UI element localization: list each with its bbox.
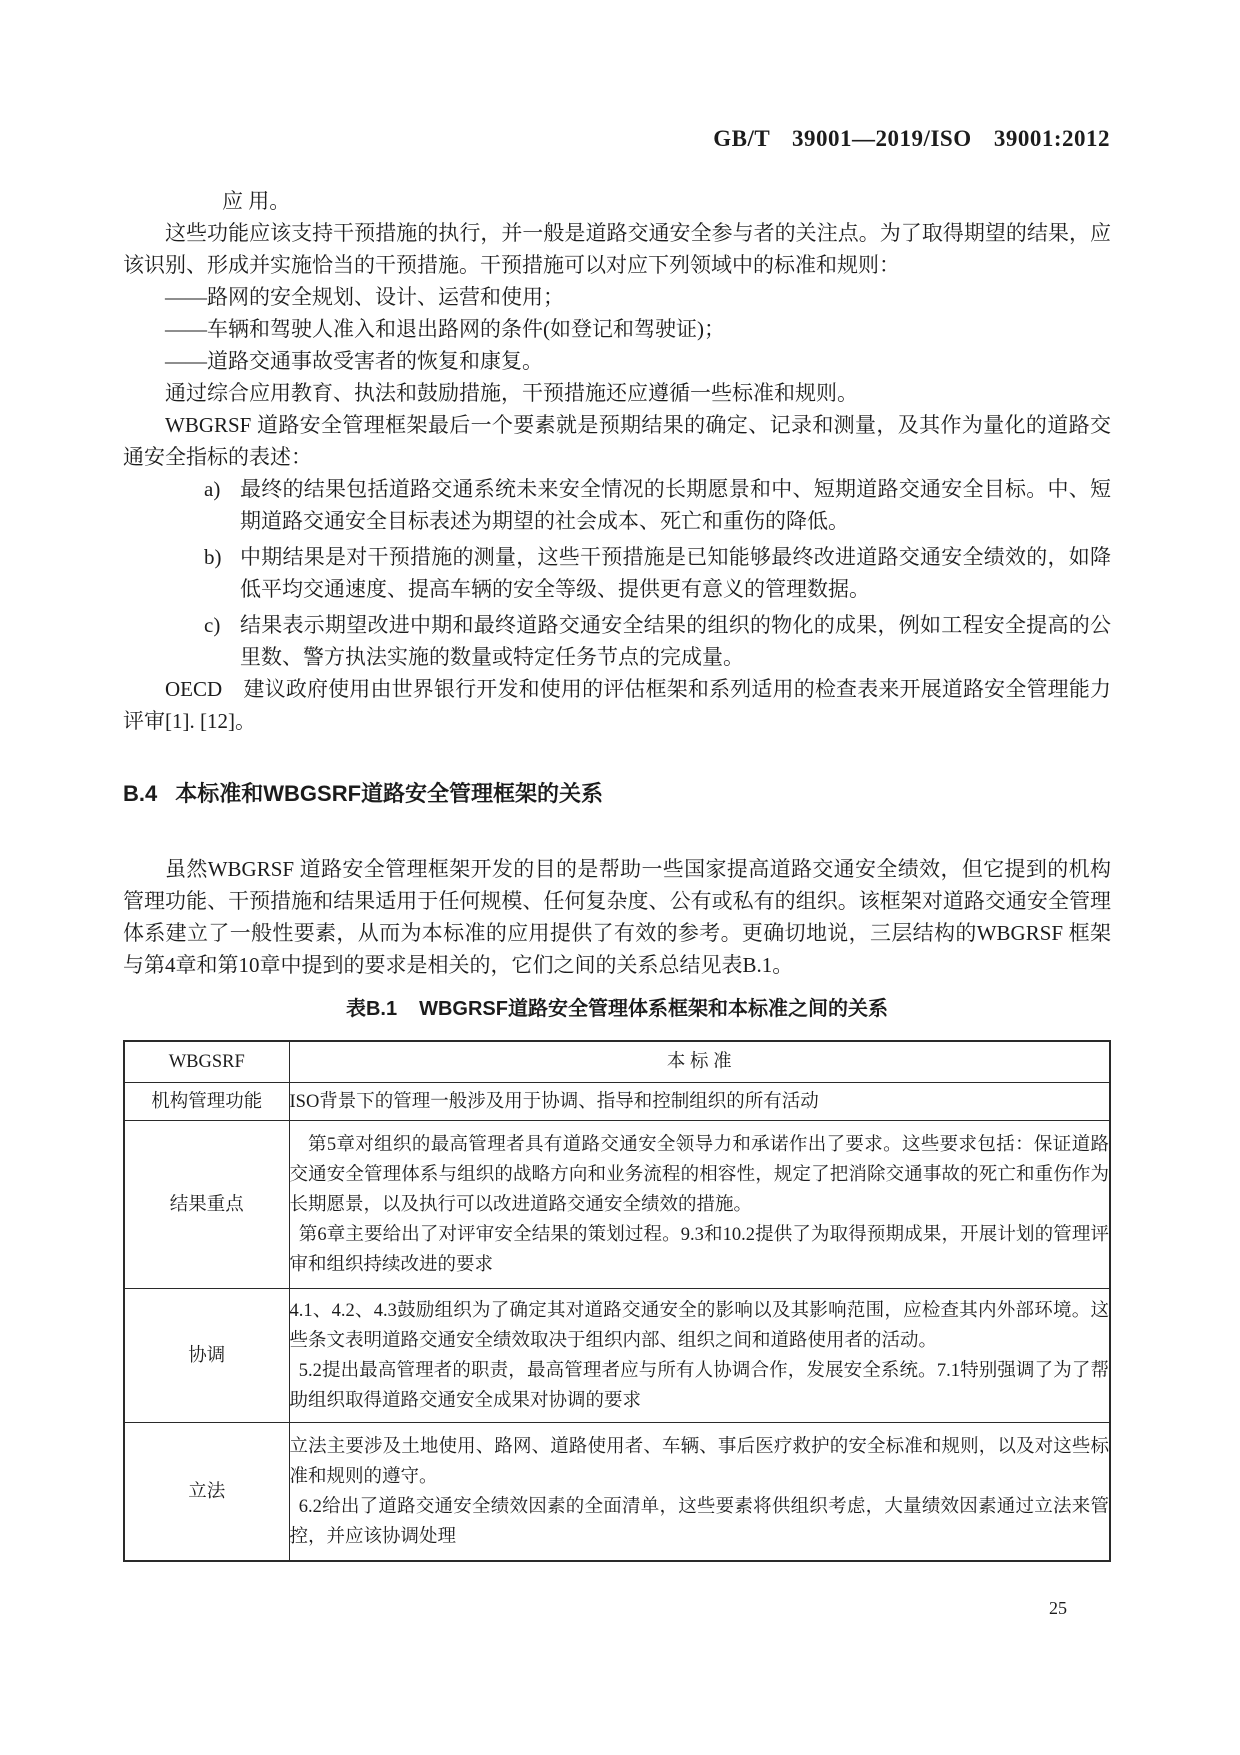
cell-paragraph: 6.2给出了道路交通安全绩效因素的全面清单，这些要素将供组织考虑，大量绩效因素通过立法来管控，并应该协调处理 [289, 1496, 1109, 1547]
list-item-a-text: 最终的结果包括道路交通系统未来安全情况的长期愿景和中、短期道路交通安全目标。中、短期道路交通安全目标表述为期望的社会成本、死亡和重伤的降低。 [240, 477, 1111, 533]
table-b1 [123, 1040, 1111, 1562]
dash-item-victims-recovery: ——道路交通事故受害者的恢复和康复。 [165, 349, 543, 373]
table-row [124, 1289, 1110, 1423]
page-content [123, 185, 1111, 1562]
table-caption-title: WBGRSF道路安全管理体系框架和本标准之间的关系 [419, 998, 888, 1020]
row-content-legislation [289, 1423, 1110, 1562]
table-caption-label: 表B.1 [345, 998, 398, 1020]
row-label-management-functions: 机构管理功能 [124, 1083, 289, 1121]
section-title: 本标准和WBGSRF道路安全管理框架的关系 [175, 781, 604, 806]
list-item-a-label: a) [204, 477, 221, 501]
dash-item-vehicles-drivers: ——车辆和驾驶人准入和退出路网的条件(如登记和驾驶证)； [165, 317, 725, 341]
table-caption [123, 997, 1111, 1022]
paragraph-education: 通过综合应用教育、执法和鼓励措施，干预措施还应遵循一些标准和规则。 [165, 381, 858, 405]
row-label-legislation: 立法 [124, 1423, 289, 1562]
section-number: B.4 [123, 781, 158, 806]
paragraph-wbgrsf-elements: WBGRSF 道路安全管理框架最后一个要素就是预期结果的确定、记录和测量，及其作为量化的道路交通安全指标的表述： [123, 413, 1111, 469]
cell-paragraph: 第6章主要给出了对评审安全结果的策划过程。9.3和10.2提供了为取得预期成果，开展计划的管理评审和组织持续改进的要求 [289, 1224, 1109, 1275]
row-content-results-focus [289, 1121, 1110, 1289]
paragraph-oecd: OECD 建议政府使用由世界银行开发和使用的评估框架和系列适用的检查表来开展道路安全管理能力评审[1]. [12]。 [123, 677, 1111, 733]
result-list [123, 473, 1111, 673]
table-row [124, 1121, 1110, 1289]
page-number: 25 [1049, 1598, 1067, 1618]
row-content-management-functions [289, 1083, 1110, 1121]
table-row [124, 1083, 1110, 1121]
section-heading-b4 [123, 779, 1111, 809]
paragraph-b4-body: 虽然WBGRSF 道路安全管理框架开发的目的是帮助一些国家提高道路交通安全绩效，但它提到的机构管理功能、干预措施和结果适用于任何规模、任何复杂度、公有或私有的组织。该框架对道路交通安全管理体系建立了一般性要素，从而为本标准的应用提供了有效的参考。更确切地说，三层结构的WBGRSF 框架与第4章和第10章中提到的要求是相关的，它们之间的关系总结见表B.1。 [123, 857, 1111, 977]
list-item-c-text: 结果表示期望改进中期和最终道路交通安全结果的组织的物化的成果，例如工程安全提高的公里数、警方执法实施的数量或特定任务节点的完成量。 [240, 613, 1111, 669]
list-item-b-text: 中期结果是对干预措施的测量，这些干预措施是已知能够最终改进道路交通安全绩效的，如降低平均交通速度、提高车辆的安全等级、提供更有意义的管理数据。 [240, 545, 1111, 601]
list-item-a [204, 473, 1111, 537]
cell-paragraph: 第5章对组织的最高管理者具有道路交通安全领导力和承诺作出了要求。这些要求包括：保证道路交通安全管理体系与组织的战略方向和业务流程的相容性，规定了把消除交通事故的死亡和重伤作为长期愿景，以及执行可以改进道路交通安全绩效的措施。 [289, 1134, 1109, 1215]
cell-paragraph: 4.1、4.2、4.3鼓励组织为了确定其对道路交通安全的影响以及其影响范围，应检查其内外部环境。这些条文表明道路交通安全绩效取决于组织内部、组织之间和道路使用者的活动。 [289, 1300, 1109, 1351]
cell-paragraph: 5.2提出最高管理者的职责，最高管理者应与所有人协调合作，发展安全系统。7.1特别强调了为了帮助组织取得道路交通安全成果对协调的要求 [289, 1360, 1109, 1411]
list-item-c-label: c) [204, 613, 221, 637]
cell-paragraph: ISO背景下的管理一般涉及用于协调、指导和控制组织的所有活动 [289, 1091, 819, 1112]
dash-item-road-network: ——路网的安全规划、设计、运营和使用； [165, 285, 564, 309]
paragraph-continuation: 应 用。 [222, 189, 291, 213]
column-header-wbgsrf: WBGSRF [124, 1041, 289, 1083]
list-item-b [204, 541, 1111, 605]
list-item-c [204, 609, 1111, 673]
column-header-standard: 本 标 准 [289, 1041, 1110, 1083]
standard-number-header: GB/T 39001—2019/ISO 39001:2012 [713, 126, 1110, 151]
row-label-results-focus: 结果重点 [124, 1121, 289, 1289]
cell-paragraph: 立法主要涉及土地使用、路网、道路使用者、车辆、事后医疗救护的安全标准和规则，以及对这些标准和规则的遵守。 [289, 1436, 1109, 1487]
paragraph-functions: 这些功能应该支持干预措施的执行，并一般是道路交通安全参与者的关注点。为了取得期望的结果，应该识别、形成并实施恰当的干预措施。干预措施可以对应下列领域中的标准和规则： [123, 221, 1111, 277]
table-row [124, 1423, 1110, 1562]
row-content-coordination [289, 1289, 1110, 1423]
row-label-coordination: 协调 [124, 1289, 289, 1423]
list-item-b-label: b) [204, 545, 222, 569]
table-header-row [124, 1041, 1110, 1083]
